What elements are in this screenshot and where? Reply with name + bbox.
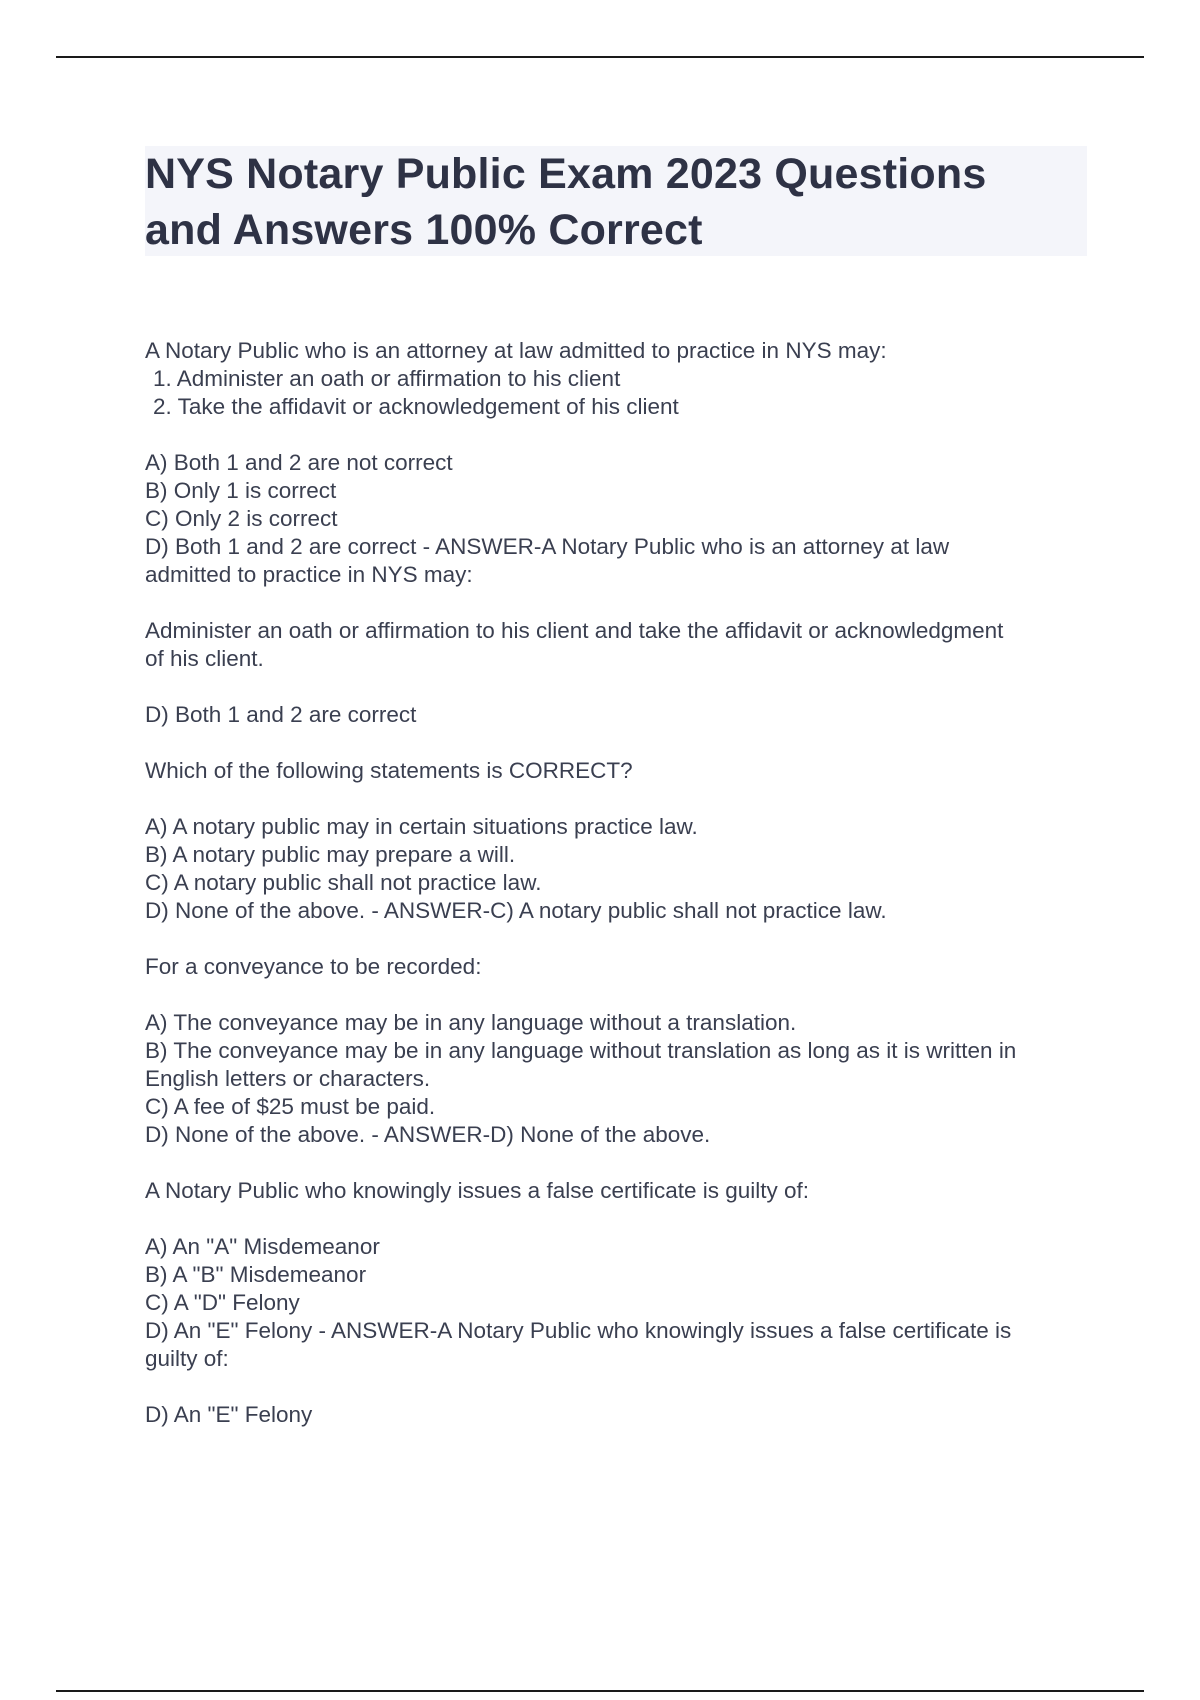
- answer-option: A) A notary public may in certain situations practice law.: [145, 814, 698, 839]
- answer-option: B) The conveyance may be in any language without translation as long as it is written in: [145, 1038, 1017, 1063]
- title-line-2: and Answers 100% Correct: [145, 206, 703, 254]
- question-stem: A Notary Public who is an attorney at law admitted to practice in NYS may:: [145, 338, 887, 363]
- answer-option: C) A "D" Felony: [145, 1290, 300, 1315]
- answer-option: D) Both 1 and 2 are correct - ANSWER-A Notary Public who is an attorney at law: [145, 534, 950, 559]
- answer-option: A) Both 1 and 2 are not correct: [145, 450, 453, 475]
- answer-option: B) A "B" Misdemeanor: [145, 1262, 367, 1287]
- answer-option: A) An "A" Misdemeanor: [145, 1234, 380, 1259]
- question-stem: A Notary Public who knowingly issues a false certificate is guilty of:: [145, 1178, 810, 1203]
- question-item: 2. Take the affidavit or acknowledgement of his client: [153, 394, 679, 419]
- question-1: [145, 337, 1095, 729]
- answer-option-continued: English letters or characters.: [145, 1066, 431, 1091]
- answer-option: C) Only 2 is correct: [145, 506, 338, 531]
- document-body: [145, 337, 1095, 1429]
- answer-option: A) The conveyance may be in any language without a translation.: [145, 1010, 797, 1035]
- question-2: [145, 757, 1095, 925]
- correct-answer: D) Both 1 and 2 are correct: [145, 702, 417, 727]
- answer-option: B) Only 1 is correct: [145, 478, 337, 503]
- answer-option: C) A notary public shall not practice law.: [145, 870, 542, 895]
- question-item: 1. Administer an oath or affirmation to his client: [153, 366, 621, 391]
- answer-explanation: of his client.: [145, 646, 264, 671]
- question-stem: For a conveyance to be recorded:: [145, 954, 482, 979]
- answer-option-continued: admitted to practice in NYS may:: [145, 562, 473, 587]
- correct-answer: D) An "E" Felony: [145, 1402, 313, 1427]
- answer-option-continued: guilty of:: [145, 1346, 229, 1371]
- answer-option: D) None of the above. - ANSWER-C) A notary public shall not practice law.: [145, 898, 887, 923]
- answer-option: C) A fee of $25 must be paid.: [145, 1094, 436, 1119]
- answer-option: B) A notary public may prepare a will.: [145, 842, 516, 867]
- answer-explanation: Administer an oath or affirmation to his client and take the affidavit or acknowledgment: [145, 618, 1004, 643]
- title-line-1: NYS Notary Public Exam 2023 Questions: [145, 150, 987, 198]
- question-4: [145, 1177, 1095, 1429]
- bottom-rule: [56, 1690, 1144, 1692]
- top-rule: [56, 56, 1144, 58]
- document-title: [145, 146, 1087, 258]
- answer-option: D) An "E" Felony - ANSWER-A Notary Public who knowingly issues a false certificate is: [145, 1318, 1012, 1343]
- question-3: [145, 953, 1095, 1149]
- answer-option: D) None of the above. - ANSWER-D) None of the above.: [145, 1122, 711, 1147]
- question-stem: Which of the following statements is CORRECT?: [145, 758, 633, 783]
- title-block: [145, 146, 1087, 256]
